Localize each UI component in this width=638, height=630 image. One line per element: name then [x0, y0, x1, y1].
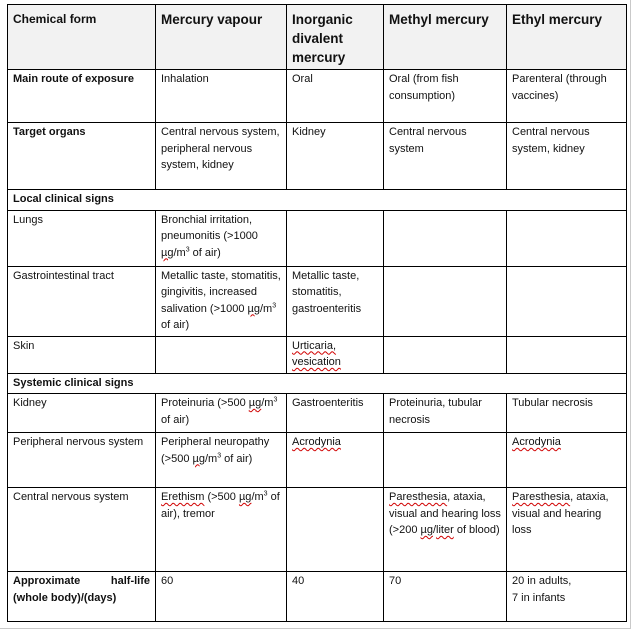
cell: Paresthesia, ataxia, visual and hearing loss (>200 µg/liter of blood)	[384, 488, 507, 572]
cell	[384, 336, 507, 373]
cell: Central nervous system, kidney	[507, 123, 627, 190]
row-label: Main route of exposure	[8, 70, 156, 123]
header-inorganic-mercury: Inorganic divalent mercury	[287, 5, 384, 70]
cell: Oral	[287, 70, 384, 123]
header-mercury-vapour: Mercury vapour	[156, 5, 287, 70]
cell: Inhalation	[156, 70, 287, 123]
cell: 40	[287, 572, 384, 622]
row-peripheral-nervous-system	[8, 433, 627, 488]
cell	[384, 433, 507, 488]
cell: Bronchial irritation, pneumonitis (>1000 $\mu g/m^3$ of air)	[156, 210, 287, 266]
row-main-route	[8, 70, 627, 123]
header-ethyl-mercury: Ethyl mercury	[507, 5, 627, 70]
cell: Erethism (>500 $\mu g/m^3$ of air), tremor	[156, 488, 287, 572]
row-label: Central nervous system	[8, 488, 156, 572]
cell: 60	[156, 572, 287, 622]
cell: Acrodynia	[507, 433, 627, 488]
row-kidney	[8, 394, 627, 433]
section-label: Systemic clinical signs	[8, 373, 627, 394]
cell: Urticaria, vesication	[287, 336, 384, 373]
row-skin	[8, 336, 627, 373]
cell	[507, 266, 627, 336]
cell: Oral (from fish consumption)	[384, 70, 507, 123]
section-local-clinical-signs	[8, 190, 627, 211]
row-lungs	[8, 210, 627, 266]
header-row	[8, 5, 627, 70]
cell: Central nervous system	[384, 123, 507, 190]
cell: Kidney	[287, 123, 384, 190]
cell: Tubular necrosis	[507, 394, 627, 433]
cell: 70	[384, 572, 507, 622]
row-label: Gastrointestinal tract	[8, 266, 156, 336]
section-label: Local clinical signs	[8, 190, 627, 211]
cell	[384, 266, 507, 336]
cell: Paresthesia, ataxia, visual and hearing loss	[507, 488, 627, 572]
cell: Gastroenteritis	[287, 394, 384, 433]
row-half-life	[8, 572, 627, 622]
cell	[507, 210, 627, 266]
row-label: Peripheral nervous system	[8, 433, 156, 488]
row-label: Kidney	[8, 394, 156, 433]
header-methyl-mercury: Methyl mercury	[384, 5, 507, 70]
cell: Proteinuria, tubular necrosis	[384, 394, 507, 433]
cell	[287, 210, 384, 266]
cell: Peripheral neuropathy (>500 $\mu g/m^3$ of air)	[156, 433, 287, 488]
cell	[287, 488, 384, 572]
cell: Central nervous system, peripheral nervous system, kidney	[156, 123, 287, 190]
row-label: Lungs	[8, 210, 156, 266]
cell	[507, 336, 627, 373]
cell: Proteinuria (>500 $\mu g/m^3$ of air)	[156, 394, 287, 433]
section-systemic-clinical-signs	[8, 373, 627, 394]
cell: Acrodynia	[287, 433, 384, 488]
cell	[384, 210, 507, 266]
row-target-organs	[8, 123, 627, 190]
row-label: Skin	[8, 336, 156, 373]
row-central-nervous-system	[8, 488, 627, 572]
cell: Metallic taste, stomatitis, gingivitis, increased salivation (>1000 $\mu g/m^3$ of air)	[156, 266, 287, 336]
row-label: Target organs	[8, 123, 156, 190]
row-gastrointestinal	[8, 266, 627, 336]
cell: Metallic taste, stomatitis, gastroenteritis	[287, 266, 384, 336]
row-label: Approximate half-life (whole body)/(days)	[8, 572, 156, 622]
cell: Parenteral (through vaccines)	[507, 70, 627, 123]
cell: 20 in adults, 7 in infants	[507, 572, 627, 622]
mercury-toxicity-table	[7, 4, 627, 622]
header-chemical-form: Chemical form	[8, 5, 156, 70]
cell	[156, 336, 287, 373]
